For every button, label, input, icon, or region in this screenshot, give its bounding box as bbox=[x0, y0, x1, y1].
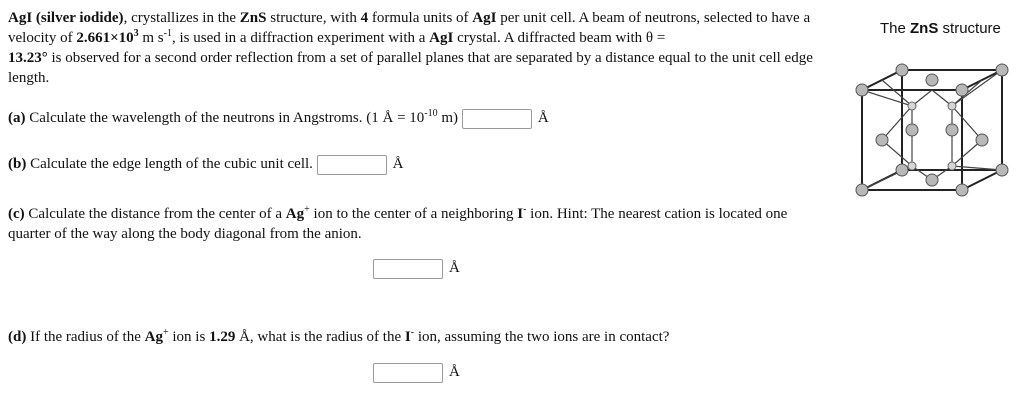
question-c: (c) Calculate the distance from the center of a Ag+ ion to the center of a neighboring I- ion. Hint: The nearest cation is located one quarter of the way along the body diagonal from the anion. bbox=[8, 204, 788, 242]
cell-edges bbox=[862, 70, 1002, 190]
zns-unit-cell-figure bbox=[850, 60, 1010, 210]
question-a: (a) Calculate the wavelength of the neutrons in Angstroms. (1 Å = $10^{-10}$ m) Å bbox=[8, 108, 549, 129]
velocity-value: $2.661\times 10^3$ bbox=[76, 28, 139, 46]
answer-b-input[interactable] bbox=[317, 155, 387, 175]
answer-c-row: Å bbox=[373, 259, 460, 279]
question-d: (d) If the radius of the Ag+ ion is 1.29 Å, what is the radius of the I- ion, assuming the two ions are in contact? bbox=[8, 327, 670, 345]
anion-atoms bbox=[856, 64, 1008, 196]
angle-value: 13.23° bbox=[8, 50, 48, 66]
question-b: (b) Calculate the edge length of the cubic unit cell. Å bbox=[8, 154, 404, 175]
problem-intro: AgI (silver iodide), crystallizes in the ZnS structure, with 4 formula units of AgI per unit cell. A beam of neutrons, selected to have a velocity of $2.661\times 10^3$ m $s^{-1}$, is used in a diffraction experiment with a AgI crystal. A diffracted beam with θ = 13.23° is observed for a second order reflection from a set of parallel planes that are separated by a distance equal to the unit cell edge length. bbox=[8, 10, 813, 86]
cation-atoms bbox=[908, 102, 956, 170]
answer-c-input[interactable] bbox=[373, 259, 443, 279]
compound-name: AgI (silver iodide) bbox=[8, 10, 124, 26]
answer-a-input[interactable] bbox=[462, 109, 532, 129]
bond-lines bbox=[862, 70, 1002, 190]
figure-caption: The ZnS structure bbox=[880, 20, 1001, 37]
answer-d-row: Å bbox=[373, 363, 460, 383]
answer-d-input[interactable] bbox=[373, 363, 443, 383]
